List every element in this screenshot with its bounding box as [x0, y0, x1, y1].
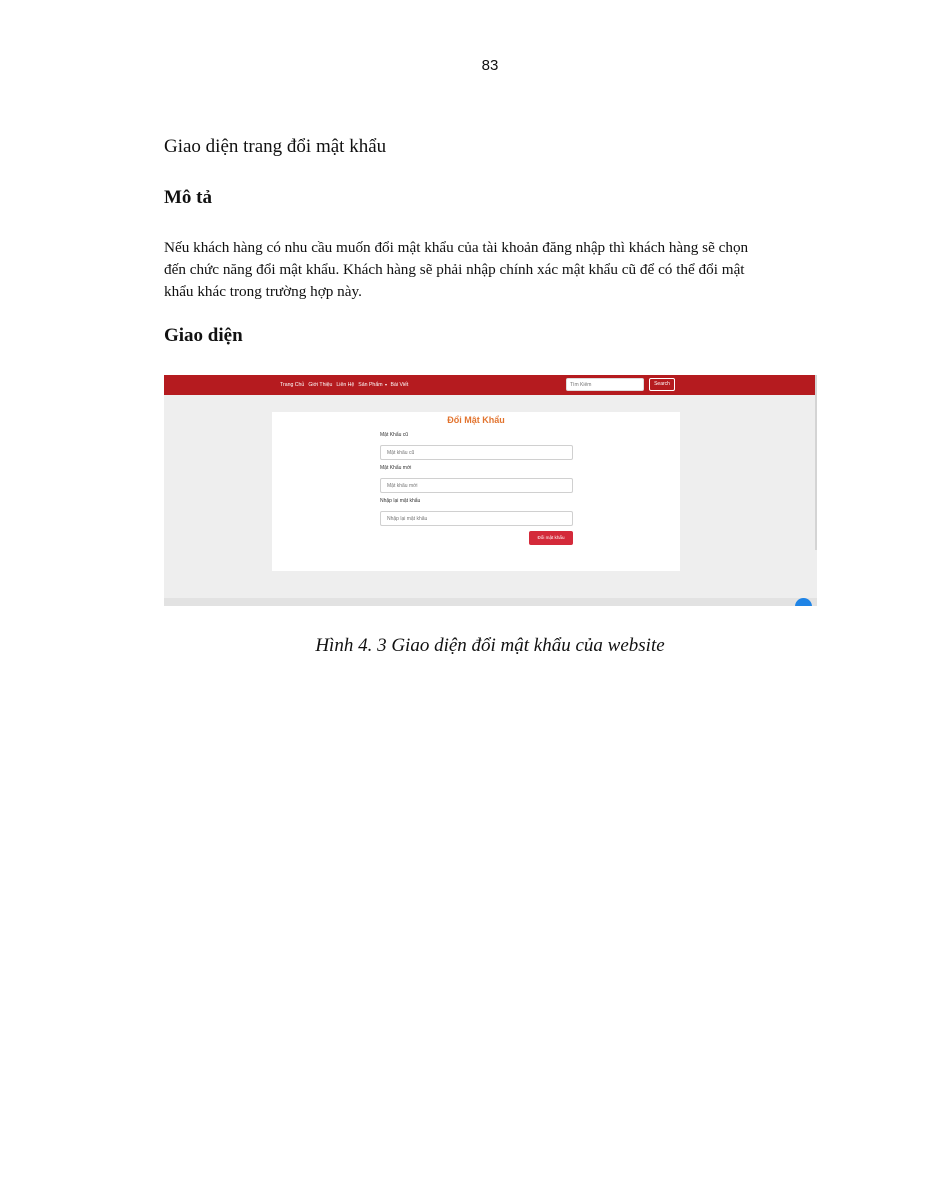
- screenshot-figure: [164, 375, 817, 606]
- search-input[interactable]: [566, 378, 644, 391]
- form-title: Đổi Mật Khẩu: [447, 415, 505, 425]
- confirm-password-input[interactable]: [380, 511, 573, 526]
- heading-interface: Giao diện: [164, 325, 243, 346]
- footer-strip: [164, 598, 817, 606]
- search-button[interactable]: Search: [649, 378, 675, 391]
- nav-links: [280, 381, 408, 389]
- page-number: 83: [481, 57, 499, 74]
- nav-item-products-label: Sản Phẩm: [358, 382, 383, 388]
- navbar: [164, 375, 817, 395]
- nav-item-products[interactable]: [358, 381, 386, 389]
- change-password-card: [272, 412, 680, 571]
- heading-description: Mô tả: [164, 187, 213, 208]
- new-password-label: Mật Khẩu mới: [380, 465, 412, 471]
- description-paragraph: [164, 237, 814, 303]
- nav-item-contact[interactable]: Liên Hệ: [336, 382, 355, 388]
- nav-item-home[interactable]: Trang Chủ: [280, 382, 305, 388]
- confirm-password-label: Nhập lại mật khẩu: [380, 498, 421, 504]
- change-password-button[interactable]: Đổi mật khẩu: [529, 531, 573, 545]
- new-password-input[interactable]: [380, 478, 573, 493]
- figure-caption: Hình 4. 3 Giao diện đổi mật khẩu của website: [315, 635, 665, 656]
- old-password-input[interactable]: [380, 445, 573, 460]
- caret-down-icon: [385, 384, 387, 386]
- section-title: Giao diện trang đổi mật khẩu: [164, 136, 387, 157]
- nav-item-about[interactable]: Giới Thiệu: [308, 382, 333, 388]
- nav-item-posts[interactable]: Bài Viết: [390, 382, 409, 388]
- description-line: khẩu khác trong trường hợp này.: [164, 283, 362, 300]
- description-line: Nếu khách hàng có nhu cầu muốn đổi mật khẩu của tài khoản đăng nhập thì khách hàng sẽ chọn: [164, 239, 749, 256]
- description-line: đến chức năng đổi mật khẩu. Khách hàng sẽ phải nhập chính xác mật khẩu cũ để có thể đổi mật: [164, 261, 745, 278]
- old-password-label: Mật Khẩu cũ: [380, 432, 409, 438]
- scrollbar-edge: [815, 375, 817, 550]
